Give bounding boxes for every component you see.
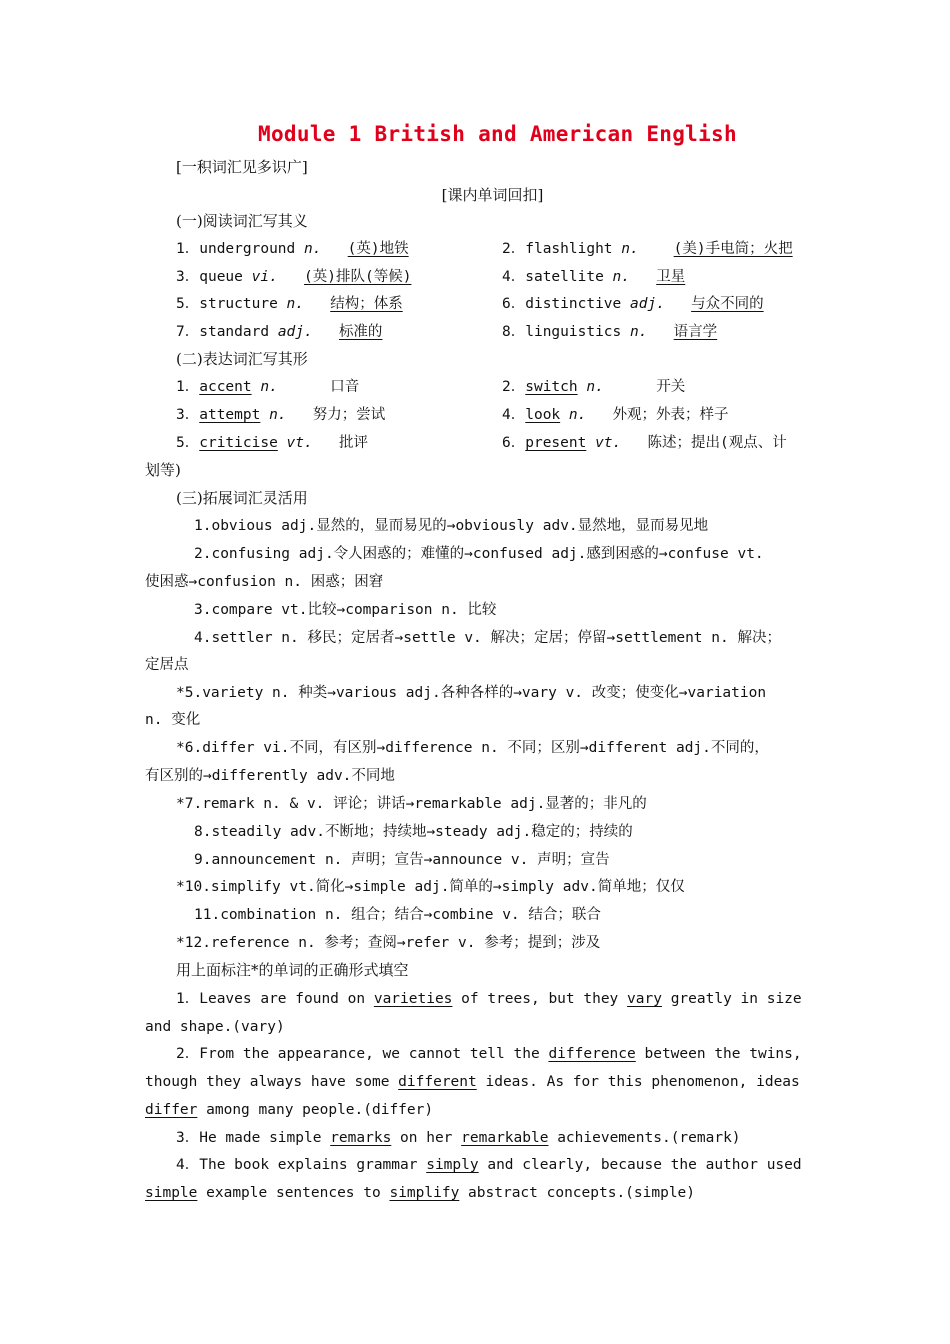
extension-line: 3.compare vt.比较→comparison n. 比较 (194, 602, 497, 618)
extension-line: 9.announcement n. 声明；宣告→announce v. 声明；宣告 (194, 852, 610, 868)
sub-header: [课内单词回扣] (441, 186, 544, 204)
vocab-item: 6．present vt. 陈述；提出(观点、计 (502, 435, 787, 451)
part1-heading: (一)阅读词汇写其义 (176, 212, 308, 230)
extension-line: 4.settler n. 移民；定居者→settle v. 解决；定居；停留→settlement n. 解决； (194, 630, 781, 646)
vocab-item: 4．satellite n. 卫星 (502, 269, 686, 285)
part3-heading: (三)拓展词汇灵活用 (176, 489, 308, 507)
extension-line: n. 变化 (145, 712, 201, 728)
extension-line: *7.remark n. & v. 评论；讲话→remarkable adj.显著的；非凡的 (176, 796, 647, 812)
vocab-item: 2．flashlight n. (美)手电筒；火把 (502, 241, 793, 257)
exercise-q4: 4．The book explains grammar simply and clearly, because the author used (176, 1157, 802, 1173)
extension-line: 11.combination n. 组合；结合→combine v. 结合；联合 (194, 907, 601, 923)
part2-heading: (二)表达词汇写其形 (176, 350, 308, 368)
vocab-item: 4．look n. 外观；外表；样子 (502, 407, 729, 423)
vocab-item: 1．underground n. (英)地铁 (176, 241, 409, 257)
exercise-q2: 2．From the appearance, we cannot tell the difference between the twins, (176, 1046, 802, 1062)
vocab-item: 2．switch n. 开关 (502, 379, 686, 395)
exercise-q1-cont: and shape.(vary) (145, 1019, 285, 1035)
exercise-q3: 3．He made simple remarks on her remarkable achievements.(remark) (176, 1130, 741, 1146)
vocab-item: 3．queue vi. (英)排队(等候) (176, 269, 412, 285)
extension-line: *10.simplify vt.简化→simple adj.简单的→simply adv.简单地；仅仅 (176, 879, 685, 895)
extension-line: 1.obvious adj.显然的，显而易见的→obviously adv.显然地，显而易见地 (194, 518, 709, 534)
extension-line: 使困惑→confusion n. 困惑；困窘 (145, 574, 384, 590)
extension-line: *6.differ vi.不同，有区别→difference n. 不同；区别→different adj.不同的， (176, 740, 769, 756)
extension-line: 有区别的→differently adv.不同地 (145, 768, 395, 784)
exercise-q2-cont: though they always have some different ideas. As for this phenomenon, ideas (145, 1074, 800, 1090)
vocab-item: 8．linguistics n. 语言学 (502, 324, 718, 340)
exercise-q4-cont: simple example sentences to simplify abstract concepts.(simple) (145, 1185, 696, 1201)
vocab-item: 1．accent n. 口音 (176, 379, 360, 395)
vocab-item: 5．structure n. 结构；体系 (176, 296, 403, 312)
exercise-q1: 1．Leaves are found on varieties of trees, but they vary greatly in size (176, 991, 802, 1007)
extension-line: 2.confusing adj.令人困惑的；难懂的→confused adj.感到困惑的→confuse vt. (194, 546, 764, 562)
extension-line: 8.steadily adv.不断地；持续地→steady adj.稳定的；持续的 (194, 824, 633, 840)
exercise-q2-cont: differ among many people.(differ) (145, 1102, 434, 1118)
vocab-item: 7．standard adj. 标准的 (176, 324, 383, 340)
vocab-item: 5．criticise vt. 批评 (176, 435, 368, 451)
extension-line: *12.reference n. 参考；查阅→refer v. 参考；提到；涉及 (176, 935, 601, 951)
vocab-item-wrap: 划等) (145, 461, 181, 479)
vocab-item: 3．attempt n. 努力；尝试 (176, 407, 386, 423)
vocab-item: 6．distinctive adj. 与众不同的 (502, 296, 764, 312)
section-header: [一积词汇见多识广] (176, 158, 308, 176)
extension-line: *5.variety n. 种类→various adj.各种各样的→vary v. 改变；使变化→variation (176, 685, 767, 701)
page-title: Module 1 British and American English (258, 122, 737, 146)
extension-line: 定居点 (145, 657, 189, 673)
exercise-instruction: 用上面标注*的单词的正确形式填空 (176, 961, 409, 979)
